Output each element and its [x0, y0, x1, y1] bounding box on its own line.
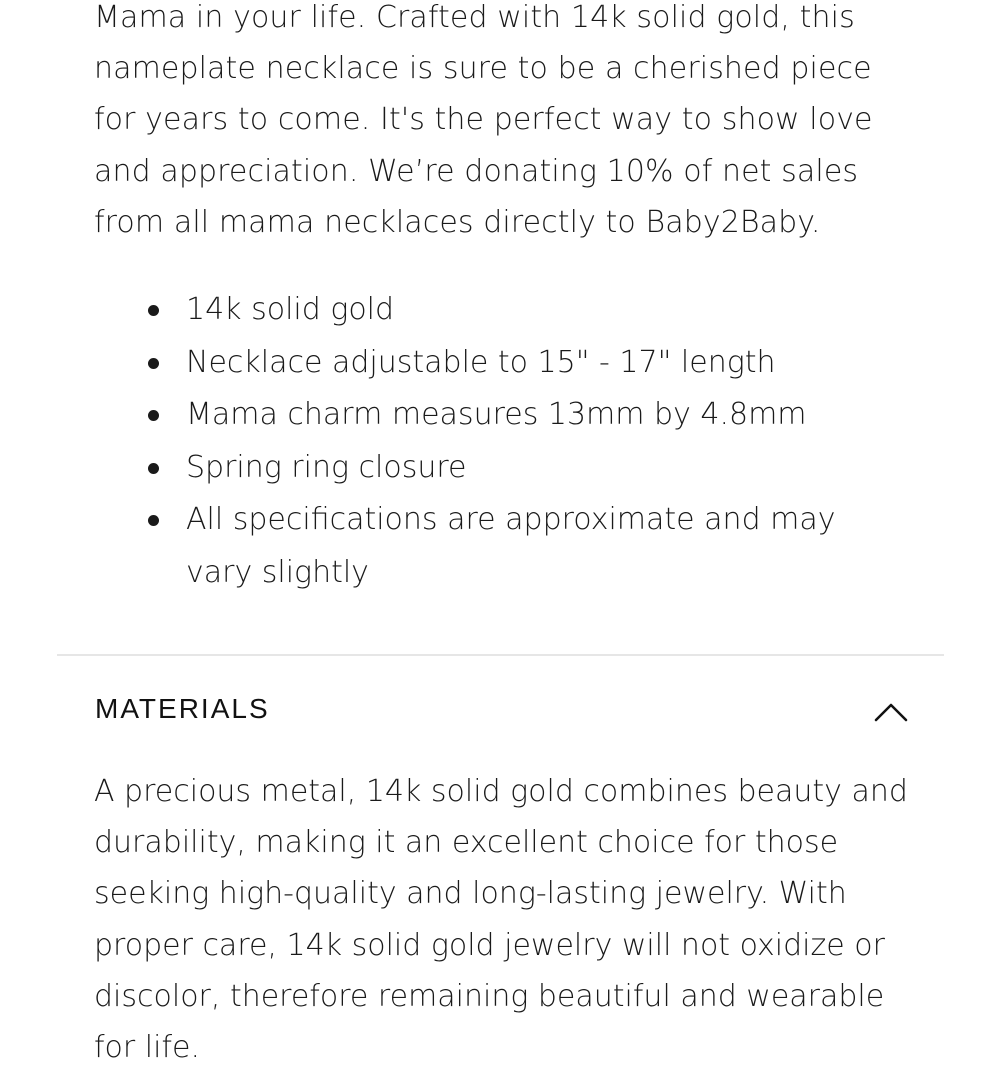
materials-accordion-toggle[interactable]	[57, 676, 944, 746]
spec-item-text: Mama charm measures 13mm by 4.8mm	[186, 397, 807, 432]
materials-description: A precious metal, 14k solid gold combines beauty and durability, making it an excellent choice for those seeking high-quality and long-lasting jewelry. With proper care, 14k solid gold jewelry will not oxidize or discolor, therefore remaining beautiful and wearable for life.	[94, 774, 908, 1066]
bullet-icon	[148, 463, 159, 474]
chevron-up-icon[interactable]	[873, 696, 909, 726]
spec-item	[186, 494, 906, 599]
spec-item-text: Necklace adjustable to 15" - 17" length	[186, 344, 776, 380]
spec-item-text: All specifications are approximate and may vary slightly	[186, 502, 836, 590]
product-description: Mama in your life. Crafted with 14k solid gold, this nameplate necklace is sure to be a cherished piece for years to come. It's the perfect way to show love and appreciation. We’re donating 10% of net sales from all mama necklaces directly to Baby2Baby.	[94, 0, 873, 240]
section-divider	[57, 654, 944, 656]
spec-item	[186, 442, 906, 495]
spec-item	[186, 337, 906, 390]
bullet-icon	[148, 305, 159, 316]
spec-list	[186, 284, 906, 599]
bullet-icon	[148, 410, 159, 421]
spec-item	[186, 389, 906, 442]
spec-item-text: 14k solid gold	[186, 292, 395, 327]
bullet-icon	[148, 515, 159, 526]
spec-item	[186, 284, 906, 337]
spec-item-text: Spring ring closure	[186, 449, 467, 485]
bullet-icon	[148, 358, 159, 369]
materials-heading: MATERIALS	[95, 693, 270, 724]
